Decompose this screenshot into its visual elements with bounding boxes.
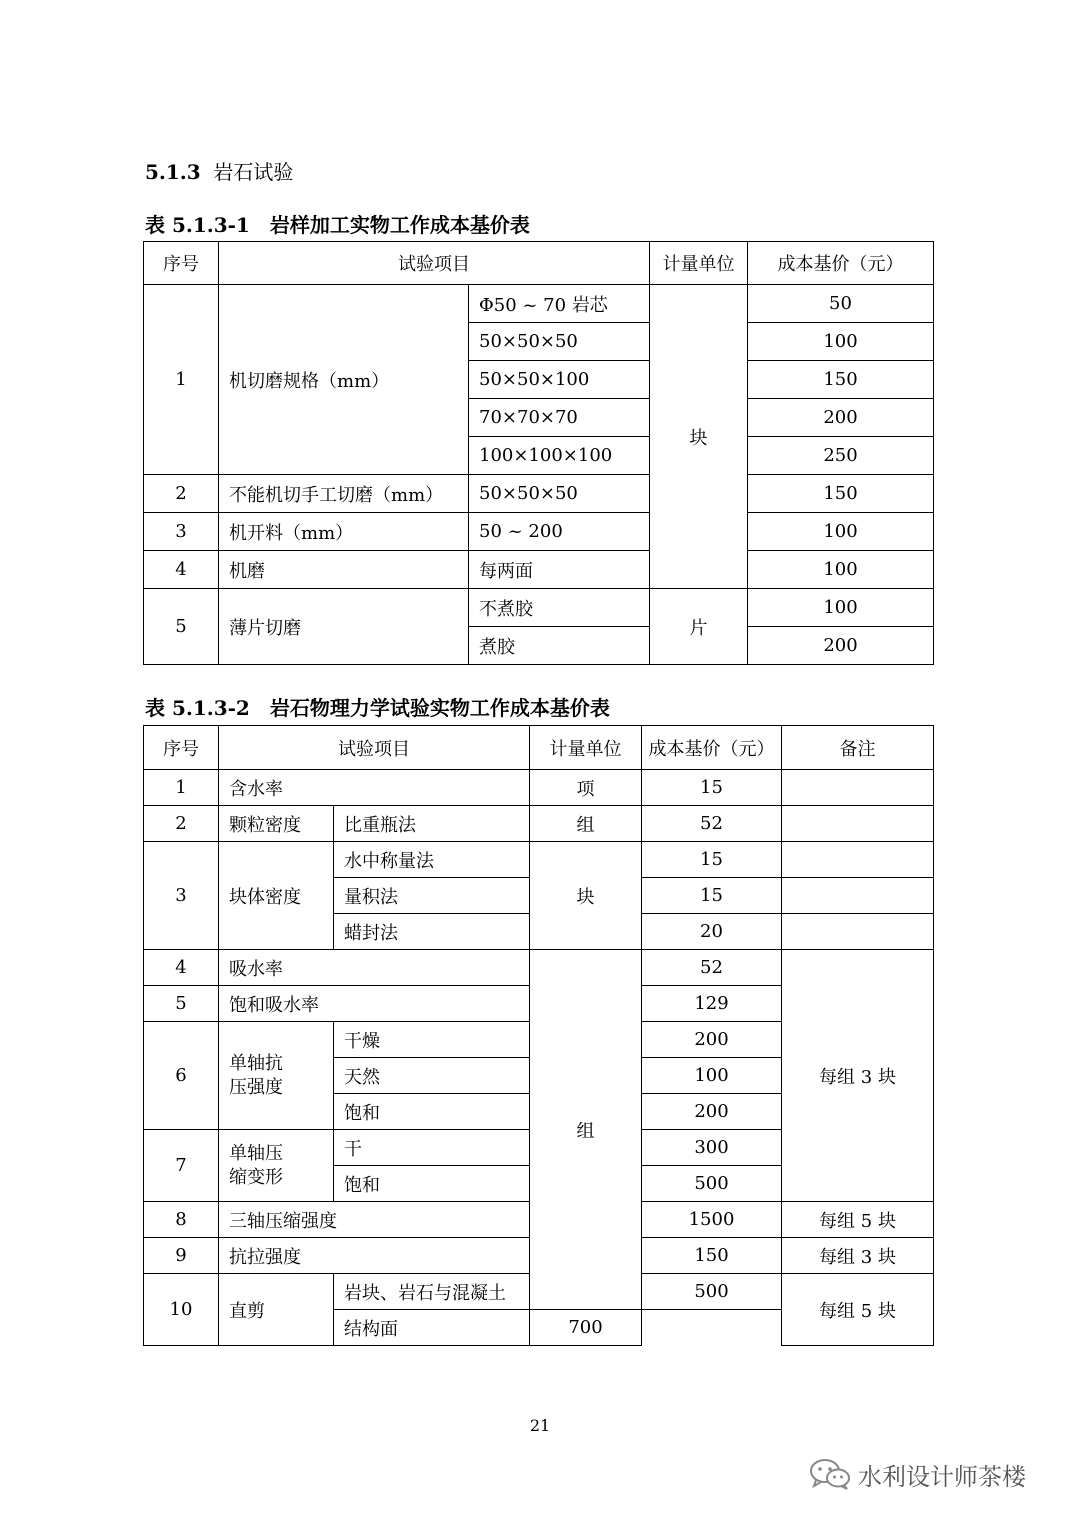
table-row bbox=[144, 475, 934, 513]
header-cell: 计量单位 bbox=[650, 242, 748, 285]
price-cell: 150 bbox=[748, 361, 934, 399]
price-cell: 200 bbox=[642, 1022, 782, 1058]
unit-cell: 项 bbox=[530, 770, 642, 806]
price-cell: 129 bbox=[642, 986, 782, 1022]
condition-cell: 干燥 bbox=[334, 1022, 530, 1058]
unit-cell: 块 bbox=[530, 842, 642, 950]
price-cell: 50 bbox=[748, 285, 934, 323]
price-cell: 15 bbox=[642, 842, 782, 878]
price-cell: 250 bbox=[748, 437, 934, 475]
table-row bbox=[144, 842, 934, 878]
price-cell: 100 bbox=[748, 323, 934, 361]
row-number: 5 bbox=[144, 986, 219, 1022]
header-cell: 计量单位 bbox=[530, 726, 642, 770]
row-number: 1 bbox=[144, 285, 219, 475]
header-cell: 试验项目 bbox=[219, 242, 650, 285]
price-cell: 15 bbox=[642, 878, 782, 914]
watermark-text: 水利设计师茶楼 bbox=[858, 1462, 1026, 1491]
page-number: 21 bbox=[529, 1416, 551, 1435]
table2 bbox=[143, 725, 934, 1346]
item-cell: 机开料（mm） bbox=[219, 513, 469, 551]
condition-cell: 干 bbox=[334, 1130, 530, 1166]
price-cell: 100 bbox=[748, 551, 934, 589]
price-cell: 15 bbox=[642, 770, 782, 806]
note-cell: 每组 3 块 bbox=[782, 950, 934, 1202]
table-row bbox=[144, 513, 934, 551]
price-cell: 150 bbox=[642, 1238, 782, 1274]
unit-cell: 块 bbox=[650, 285, 748, 589]
table-header-row bbox=[144, 726, 934, 770]
item-cell: 不能机切手工切磨（mm） bbox=[219, 475, 469, 513]
note-cell bbox=[782, 770, 934, 806]
table1-caption: 表 5.1.3-1 岩样加工实物工作成本基价表 bbox=[145, 213, 530, 237]
table-row bbox=[144, 950, 934, 986]
row-number: 8 bbox=[144, 1202, 219, 1238]
table-header-row bbox=[144, 242, 934, 285]
spec-cell: 不煮胶 bbox=[469, 589, 650, 627]
row-number: 4 bbox=[144, 551, 219, 589]
item-cell: 颗粒密度 bbox=[219, 806, 334, 842]
spec-cell: 每两面 bbox=[469, 551, 650, 589]
header-cell: 试验项目 bbox=[219, 726, 530, 770]
condition-cell: 岩块、岩石与混凝土 bbox=[334, 1274, 530, 1310]
price-cell: 52 bbox=[642, 950, 782, 986]
header-cell: 成本基价（元） bbox=[748, 242, 934, 285]
table-row bbox=[144, 770, 934, 806]
item-text: 单轴抗压强度 bbox=[229, 1052, 283, 1098]
item-cell bbox=[219, 1130, 334, 1202]
wechat-icon bbox=[808, 1457, 852, 1491]
note-cell bbox=[782, 842, 934, 878]
table-row bbox=[144, 806, 934, 842]
price-cell: 52 bbox=[642, 806, 782, 842]
condition-cell: 饱和 bbox=[334, 1166, 530, 1202]
row-number: 4 bbox=[144, 950, 219, 986]
spec-cell: 煮胶 bbox=[469, 627, 650, 665]
row-number: 1 bbox=[144, 770, 219, 806]
spec-cell: 50×50×50 bbox=[469, 475, 650, 513]
condition-cell: 天然 bbox=[334, 1058, 530, 1094]
table-row bbox=[144, 285, 934, 323]
note-cell: 每组 5 块 bbox=[782, 1202, 934, 1238]
method-cell: 蜡封法 bbox=[334, 914, 530, 950]
row-number: 7 bbox=[144, 1130, 219, 1202]
price-cell: 500 bbox=[642, 1166, 782, 1202]
note-cell: 每组 3 块 bbox=[782, 1238, 934, 1274]
note-cell bbox=[782, 878, 934, 914]
price-cell: 1500 bbox=[642, 1202, 782, 1238]
row-number: 5 bbox=[144, 589, 219, 665]
note-cell bbox=[782, 806, 934, 842]
item-cell: 饱和吸水率 bbox=[219, 986, 530, 1022]
price-cell: 100 bbox=[748, 589, 934, 627]
spec-cell: Φ50 ~ 70 岩芯 bbox=[469, 285, 650, 323]
spec-cell: 70×70×70 bbox=[469, 399, 650, 437]
watermark bbox=[808, 1456, 1026, 1492]
row-number: 2 bbox=[144, 806, 219, 842]
method-cell: 量积法 bbox=[334, 878, 530, 914]
price-cell: 20 bbox=[642, 914, 782, 950]
table-row bbox=[144, 551, 934, 589]
row-number: 2 bbox=[144, 475, 219, 513]
method-cell: 水中称量法 bbox=[334, 842, 530, 878]
row-number: 6 bbox=[144, 1022, 219, 1130]
item-cell: 含水率 bbox=[219, 770, 530, 806]
section-heading bbox=[145, 158, 293, 186]
price-cell: 700 bbox=[530, 1310, 642, 1346]
unit-cell: 组 bbox=[530, 806, 642, 842]
header-cell: 序号 bbox=[144, 726, 219, 770]
header-cell: 成本基价（元） bbox=[642, 726, 782, 770]
unit-cell: 片 bbox=[650, 589, 748, 665]
item-text: 单轴压缩变形 bbox=[229, 1142, 283, 1188]
spec-cell: 50×50×50 bbox=[469, 323, 650, 361]
method-cell: 比重瓶法 bbox=[334, 806, 530, 842]
item-cell: 抗拉强度 bbox=[219, 1238, 530, 1274]
row-number: 10 bbox=[144, 1274, 219, 1346]
price-cell: 150 bbox=[748, 475, 934, 513]
note-cell bbox=[782, 914, 934, 950]
row-number: 3 bbox=[144, 842, 219, 950]
condition-cell: 结构面 bbox=[334, 1310, 530, 1346]
spec-cell: 50 ~ 200 bbox=[469, 513, 650, 551]
table-row bbox=[144, 589, 934, 627]
section-title: 岩石试验 bbox=[213, 160, 294, 184]
price-cell: 100 bbox=[642, 1058, 782, 1094]
price-cell: 200 bbox=[642, 1094, 782, 1130]
note-cell: 每组 5 块 bbox=[782, 1274, 934, 1346]
condition-cell: 饱和 bbox=[334, 1094, 530, 1130]
section-number: 5.1.3 bbox=[145, 160, 201, 184]
header-cell: 序号 bbox=[144, 242, 219, 285]
row-number: 3 bbox=[144, 513, 219, 551]
item-cell: 薄片切磨 bbox=[219, 589, 469, 665]
table1 bbox=[143, 241, 934, 665]
item-cell bbox=[219, 1022, 334, 1130]
item-cell: 机磨 bbox=[219, 551, 469, 589]
item-cell: 块体密度 bbox=[219, 842, 334, 950]
header-cell: 备注 bbox=[782, 726, 934, 770]
table2-caption: 表 5.1.3-2 岩石物理力学试验实物工作成本基价表 bbox=[145, 696, 610, 720]
item-cell: 机切磨规格（mm） bbox=[219, 285, 469, 475]
price-cell: 200 bbox=[748, 627, 934, 665]
price-cell: 200 bbox=[748, 399, 934, 437]
price-cell: 500 bbox=[642, 1274, 782, 1310]
row-number: 9 bbox=[144, 1238, 219, 1274]
unit-cell: 组 bbox=[530, 950, 642, 1310]
item-cell: 吸水率 bbox=[219, 950, 530, 986]
item-cell: 三轴压缩强度 bbox=[219, 1202, 530, 1238]
spec-cell: 100×100×100 bbox=[469, 437, 650, 475]
item-cell: 直剪 bbox=[219, 1274, 334, 1346]
price-cell: 100 bbox=[748, 513, 934, 551]
spec-cell: 50×50×100 bbox=[469, 361, 650, 399]
price-cell: 300 bbox=[642, 1130, 782, 1166]
